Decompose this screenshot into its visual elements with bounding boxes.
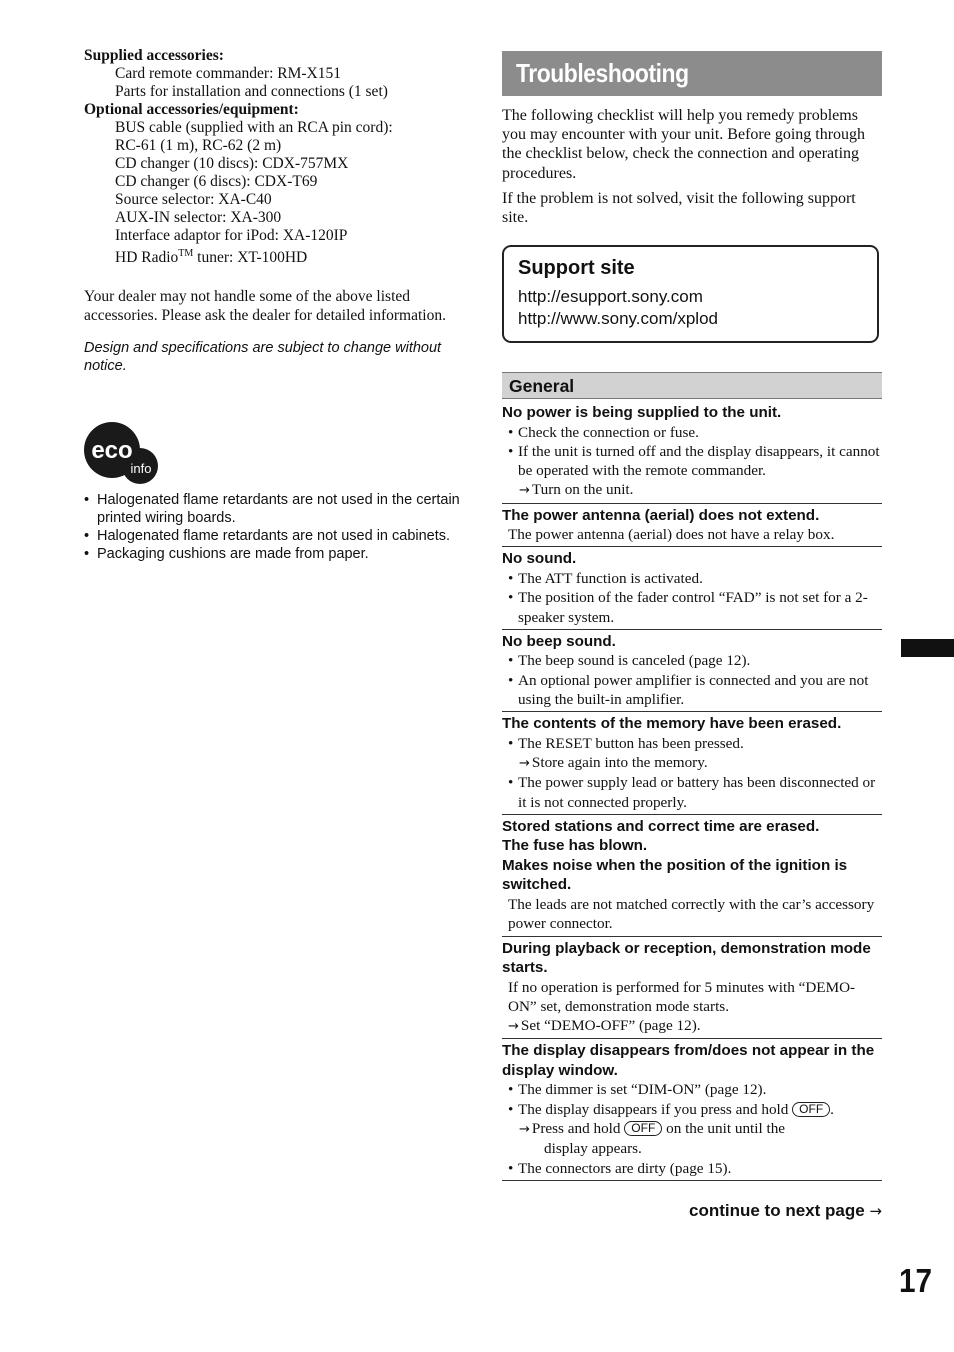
remedy-text: Store again into the memory.: [531, 754, 708, 772]
continue-next-page: [502, 1201, 882, 1221]
remedy-text: Set “DEMO-OFF” (page 12).: [520, 1017, 701, 1035]
problem-heading: No power is being supplied to the unit.: [502, 404, 782, 421]
troubleshooting-list: [502, 401, 882, 1181]
troubleshooting-entry: [502, 1039, 882, 1180]
optional-item: CD changer (6 discs): CDX-T69: [115, 173, 318, 190]
supplied-item: Parts for installation and connections (1 set): [115, 83, 388, 100]
arrow-right-icon: →: [869, 1202, 882, 1220]
title-bar: [502, 51, 882, 96]
troubleshooting-intro: [502, 51, 882, 233]
problem-heading: The contents of the memory have been erased.: [502, 715, 842, 733]
cause-text: .: [830, 1100, 834, 1118]
troubleshooting-entry: [502, 630, 882, 712]
optional-item-hd-radio: [84, 245, 464, 267]
optional-item: RC-61 (1 m), RC-62 (2 m): [115, 137, 282, 154]
intro-paragraph-2: If the problem is not solved, visit the following support site.: [502, 189, 856, 227]
eco-logo-text: eco: [91, 437, 133, 464]
cause-bullet: • The power supply lead or battery has been disconnected or it is not connected properly.: [502, 773, 882, 812]
cause-bullet: • Check the connection or fuse.: [502, 423, 882, 442]
hd-radio-prefix: HD Radio: [115, 249, 179, 267]
cause-bullet: [502, 1100, 882, 1119]
supplied-item: Card remote commander: RM-X151: [115, 65, 341, 82]
troubleshooting-entry: [502, 401, 882, 504]
remedy-text: on the unit until the: [662, 1120, 786, 1138]
troubleshooting-entry: [502, 547, 882, 629]
problem-heading: No beep sound.: [502, 632, 616, 650]
arrow-icon: →: [519, 756, 530, 772]
off-button-label: OFF: [792, 1102, 830, 1117]
off-button-label: OFF: [624, 1121, 662, 1136]
optional-item: AUX-IN selector: XA-300: [115, 209, 282, 226]
remedy: [502, 480, 882, 500]
cause-bullet: • The beep sound is canceled (page 12).: [502, 651, 882, 670]
troubleshooting-entry: [502, 504, 882, 548]
problem-heading: During playback or reception, demonstration mode starts.: [502, 939, 871, 977]
remedy: [502, 1016, 882, 1036]
eco-list: [84, 491, 464, 563]
problem-heading: Makes noise when the position of the ignition is switched.: [502, 856, 848, 894]
remedy-text: Press and hold: [531, 1120, 625, 1138]
arrow-icon: →: [519, 1122, 530, 1138]
support-site-title: Support site: [518, 257, 635, 279]
remedy-text: Turn on the unit.: [531, 481, 634, 499]
remedy: [502, 753, 882, 773]
cause-bullet: • The RESET button has been pressed.: [502, 734, 882, 753]
cause-bullet: • The position of the fader control “FAD” is not set for a 2-speaker system.: [502, 588, 882, 627]
cause-text: The display disappears if you press and hold: [518, 1100, 793, 1118]
cause-bullet: • The ATT function is activated.: [502, 569, 882, 588]
problem-heading: No sound.: [502, 550, 577, 568]
intro-text: [502, 106, 882, 227]
problem-heading: The display disappears from/does not appear in the display window.: [502, 1042, 875, 1079]
arrow-icon: →: [508, 1019, 519, 1035]
general-heading: General: [502, 372, 882, 399]
support-site-box: [502, 245, 879, 343]
cause-text: If no operation is performed for 5 minutes with “DEMO-ON” set, demonstration mode starts.: [508, 978, 856, 1015]
continue-text: continue to next page: [689, 1201, 865, 1220]
problem-heading: Stored stations and correct time are erased.: [502, 817, 820, 835]
optional-item: BUS cable (supplied with an RCA pin cord):: [115, 119, 393, 136]
eco-info-logo: [84, 421, 160, 487]
page-title: Troubleshooting: [516, 58, 689, 88]
support-url-link[interactable]: http://www.sony.com/xplod: [518, 309, 718, 328]
spec-note: Design and specifications are subject to change without notice.: [84, 340, 442, 375]
eco-list-item: • Halogenated flame retardants are not used in the certain printed wiring boards.: [84, 491, 464, 527]
remedy: [502, 1119, 882, 1139]
troubleshooting-entry: [502, 815, 882, 937]
eco-list-item: • Packaging cushions are made from paper.: [84, 545, 464, 563]
accessories-section: [84, 47, 464, 375]
optional-item: Source selector: XA-C40: [115, 191, 272, 208]
supplied-accessories-heading: Supplied accessories:: [84, 47, 224, 64]
cause-bullet: • An optional power amplifier is connected and you are not using the built-in amplifier.: [502, 671, 882, 710]
intro-paragraph: The following checklist will help you remedy problems you may encounter with your unit. Before going through the checklist below, check the connection and operating procedures.: [502, 107, 866, 182]
optional-item: CD changer (10 discs): CDX-757MX: [115, 155, 349, 172]
problem-heading: The fuse has blown.: [502, 837, 648, 855]
cause-text: The leads are not matched correctly with the car’s accessory power connector.: [508, 895, 875, 933]
troubleshooting-entry: [502, 937, 882, 1040]
page-number: 17: [898, 1262, 932, 1299]
cause-bullet: • If the unit is turned off and the display disappears, it cannot be operated with the remote commander.: [502, 442, 882, 481]
optional-accessories-heading: Optional accessories/equipment:: [84, 101, 299, 118]
support-url-link[interactable]: http://esupport.sony.com: [518, 287, 703, 306]
optional-item: Interface adaptor for iPod: XA-120IP: [115, 227, 348, 244]
problem-heading: The power antenna (aerial) does not extend.: [502, 506, 820, 524]
cause-bullet: • The connectors are dirty (page 15).: [502, 1159, 882, 1178]
trademark-symbol: TM: [178, 248, 194, 259]
hd-radio-suffix: tuner: XT-100HD: [193, 249, 308, 267]
dealer-note: Your dealer may not handle some of the above listed accessories. Please ask the dealer for detailed information.: [84, 288, 446, 325]
arrow-icon: →: [519, 483, 530, 499]
eco-list-item: • Halogenated flame retardants are not used in cabinets.: [84, 527, 464, 545]
section-tab-marker: [901, 639, 954, 657]
troubleshooting-entry: [502, 712, 882, 815]
remedy-text: display appears.: [544, 1140, 642, 1158]
info-logo-text: info: [130, 461, 152, 476]
cause-text: The power antenna (aerial) does not have a relay box.: [508, 526, 835, 544]
cause-bullet: • The dimmer is set “DIM-ON” (page 12).: [502, 1080, 882, 1099]
